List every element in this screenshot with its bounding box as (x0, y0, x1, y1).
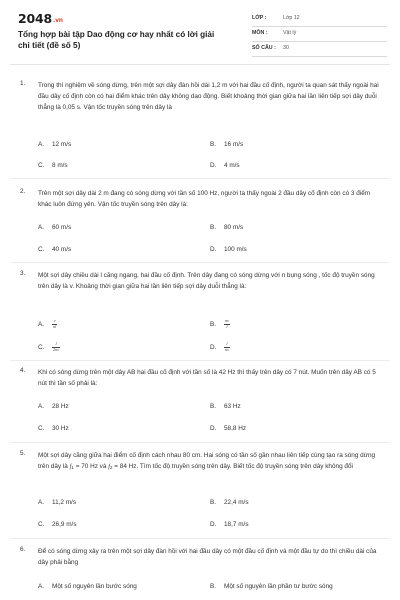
option-a[interactable] (38, 403, 69, 410)
fraction (224, 342, 230, 352)
option-c[interactable] (38, 425, 69, 432)
option-c[interactable] (38, 342, 60, 352)
option-b[interactable] (210, 141, 243, 148)
option-letter: D. (210, 425, 217, 432)
fraction-denominator: nl (53, 323, 57, 329)
meta-label: SỐ CÂU : (252, 45, 276, 51)
fraction-denominator: nv (225, 346, 229, 352)
option-letter: B. (210, 499, 217, 506)
option-letter: C. (38, 246, 45, 253)
option-letter: C. (38, 425, 45, 432)
option-c[interactable] (38, 162, 68, 169)
option-letter: B. (210, 141, 217, 148)
option-letter: C. (38, 162, 45, 169)
question-3 (20, 270, 382, 356)
option-text: 60 m/s (52, 224, 72, 231)
question-2 (20, 188, 382, 260)
question-text: Khi có sóng dừng trên một dây AB hai đầu cố định với tần số là 42 Hz thì thấy trên dây có 7 nút. Muốn trên dây AB có 5 nút thì tần số phải là: (38, 369, 376, 387)
meta-label: MÔN : (252, 30, 268, 36)
option-a[interactable] (38, 319, 57, 329)
option-letter: D. (210, 246, 217, 253)
option-text: 18,7 m/s (224, 521, 249, 528)
meta-label: LỚP : (252, 15, 267, 21)
option-text: 8 m/s (52, 162, 68, 169)
question-6 (20, 546, 382, 598)
option-text: Một số nguyên lần bước sóng (52, 583, 137, 590)
option-b[interactable] (210, 224, 243, 231)
question-4 (20, 367, 382, 439)
question-text: Một sợi dây chiều dài l căng ngang, hai đầu cố định. Trên dây đang có sóng dừng với n bụng sóng , tốc độ truyền sóng trên dây là v. Khoảng thời gian giữa hai lần liên tiếp sợi dây duỗi thẳng là: (38, 272, 375, 290)
document-meta (252, 12, 387, 57)
option-text: 100 m/s (224, 246, 247, 253)
question-5 (20, 450, 382, 534)
question-separator (10, 442, 390, 443)
option-letter: A. (38, 320, 45, 328)
option-d[interactable] (210, 162, 240, 169)
fraction-denominator: 2nv (53, 346, 60, 352)
option-text: 12 m/s (52, 141, 72, 148)
header-divider (10, 64, 390, 65)
option-letter: A. (38, 403, 45, 410)
question-text (38, 450, 382, 473)
page-header (0, 0, 400, 66)
option-letter: D. (210, 521, 217, 528)
site-logo[interactable] (18, 11, 63, 26)
question-number: 1. (20, 80, 26, 87)
option-letter: C. (38, 343, 45, 351)
option-a[interactable] (38, 141, 71, 148)
option-letter: A. (38, 224, 45, 231)
option-letter: A. (38, 141, 45, 148)
option-d[interactable] (210, 425, 246, 432)
question-number: 5. (20, 450, 26, 457)
option-text: 16 m/s (224, 141, 244, 148)
meta-row-question-count (252, 42, 387, 57)
fraction (52, 342, 60, 352)
f1-subscript: 1 (71, 465, 74, 470)
question-text-part: = 70 Hz và (73, 463, 109, 470)
question-text-part: = 84 Hz. Tìm tốc độ truyền sóng trên dây. Biết tốc độ truyền sóng trên dây không đổi (112, 463, 353, 470)
option-letter: A. (38, 583, 45, 590)
option-a[interactable] (38, 499, 76, 506)
option-text: 11,2 m/s (52, 499, 77, 506)
option-letter: D. (210, 343, 217, 351)
option-text: 40 m/s (52, 246, 72, 253)
meta-value: Lớp 12 (283, 15, 300, 21)
meta-row-subject (252, 27, 387, 42)
question-1 (20, 80, 382, 170)
meta-value: Vật lý (283, 30, 297, 36)
document-title: Tổng hợp bài tập Dao động cơ hay nhất có lời giải chi tiết (đề số 5) (18, 30, 215, 50)
option-text: 22,4 m/s (224, 499, 249, 506)
option-text: 63 Hz (224, 403, 241, 410)
option-text: 26,9 m/s (52, 521, 77, 528)
option-b[interactable] (210, 583, 333, 590)
fraction (52, 319, 57, 329)
question-text: Trên một sợi dây dài 2 m đang có sóng dừng với tần số 100 Hz, người ta thấy ngoài 2 đầu dây cố định còn có 3 điểm khác luôn đứng yên. Vận tốc truyền sóng trên dây là: (38, 190, 371, 208)
question-separator (10, 538, 390, 539)
logo-text: 2048 (18, 11, 52, 26)
question-text-part: Một sợi dây căng giữa hai điểm cố định cách nhau 80 cm. Hai sóng có tần số gần nhau liên tiếp cùng tạo ra sóng dừng trên dây là (38, 452, 376, 470)
meta-row-grade (252, 12, 387, 27)
fraction-numerator: l (52, 342, 60, 348)
option-a[interactable] (38, 583, 137, 590)
option-c[interactable] (38, 246, 71, 253)
option-letter: A. (38, 499, 45, 506)
option-d[interactable] (210, 521, 249, 528)
question-separator (10, 360, 390, 361)
f2-subscript: 2 (109, 465, 113, 470)
option-d[interactable] (210, 246, 247, 253)
question-number: 4. (20, 367, 26, 374)
fraction-numerator: nv (225, 318, 229, 323)
option-letter: B. (210, 320, 217, 328)
option-b[interactable] (210, 319, 230, 329)
option-b[interactable] (210, 403, 241, 410)
option-text: 28 Hz (52, 403, 69, 410)
question-number: 2. (20, 188, 26, 195)
option-text: 80 m/s (224, 224, 244, 231)
f2-symbol: f (108, 463, 110, 470)
option-text: 30 Hz (52, 425, 69, 432)
option-c[interactable] (38, 521, 77, 528)
fraction (224, 319, 230, 329)
option-letter: B. (210, 403, 217, 410)
option-d[interactable] (210, 342, 230, 352)
question-text: Để có sóng dừng xảy ra trên một sợi dây đàn hồi với hai đầu dây có một đầu cố định và một đầu tự do thì chiều dài của dây phải bằng (38, 548, 377, 566)
fraction-numerator: l (224, 342, 230, 348)
meta-value: 30 (283, 45, 289, 51)
option-letter: B. (210, 583, 217, 590)
question-separator (10, 262, 390, 263)
option-letter: C. (38, 521, 45, 528)
option-text: 58,8 Hz (224, 425, 247, 432)
option-a[interactable] (38, 224, 71, 231)
option-letter: D. (210, 162, 217, 169)
option-letter: B. (210, 224, 217, 231)
question-text: Trong thí nghiệm về sóng dừng, trên một sợi dây đàn hồi dài 1,2 m với hai đầu cố định, người ta quan sát thấy ngoài hai đầu dây cố định còn có hai điểm khác trên dây không dao động. Biết khoảng thời gian giữa hai lần liên tiếp sợi dây duỗi thẳng là 0,05 s. Vận tốc truyền sóng trên dây là (38, 82, 379, 111)
f1-symbol: f (69, 463, 72, 470)
option-text: 4 m/s (224, 162, 240, 169)
option-b[interactable] (210, 499, 249, 506)
question-separator (10, 178, 390, 179)
fraction-numerator: v (53, 318, 56, 323)
option-text: Một số nguyên lần phần tư bước sóng (224, 583, 333, 590)
logo-tld: .vn (53, 17, 63, 24)
question-number: 6. (20, 546, 26, 553)
fraction-denominator: l (226, 323, 228, 329)
question-number: 3. (20, 270, 26, 277)
